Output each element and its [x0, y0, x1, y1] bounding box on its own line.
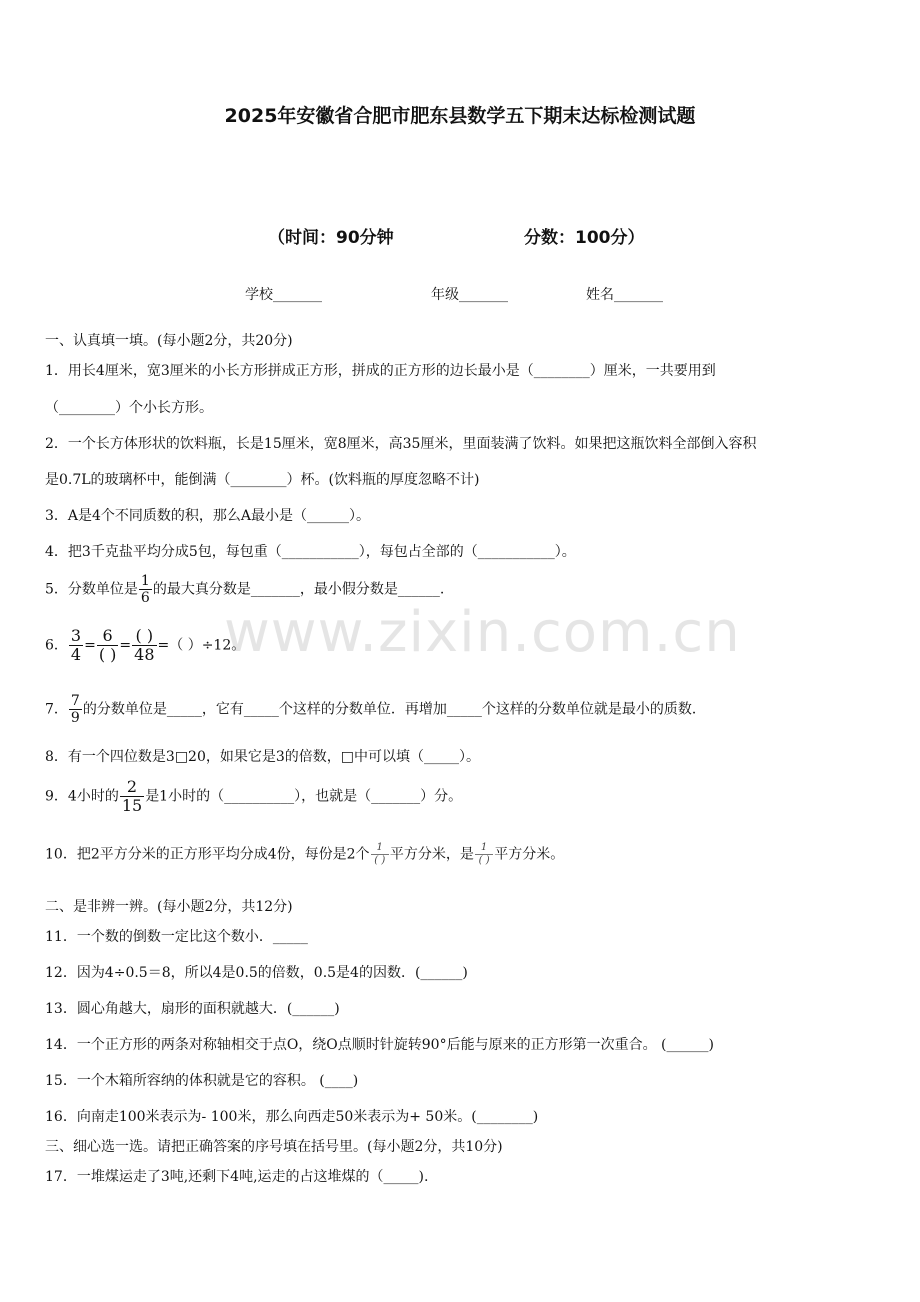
question-17: 17．一堆煤运走了3吨,还剩下4吨,运走的占这堆煤的（_____). [45, 1169, 429, 1185]
question-5-prefix: 5．分数单位是 [45, 581, 138, 598]
exam-score: 分数：100分） [524, 228, 645, 248]
question-5 [45, 574, 444, 605]
question-6-prefix: 6． [45, 637, 68, 654]
question-1-line-1: 1．用长4厘米，宽3厘米的小长方形拼成正方形，拼成的正方形的边长最小是（________）厘米，一共要用到 [45, 363, 716, 379]
fraction-numerator: 3 [70, 626, 82, 645]
equals-sign: = [84, 637, 96, 654]
question-10-suffix: 平方分米。 [494, 846, 565, 863]
fraction-numerator: 1 [371, 843, 389, 855]
fraction-numerator: 1 [140, 573, 150, 589]
name-field: 姓名_______ [586, 287, 663, 303]
question-6 [45, 628, 245, 663]
fraction-denominator: ( ) [98, 645, 117, 664]
fraction-numerator: 7 [70, 693, 80, 709]
equals-sign: = [119, 637, 132, 654]
question-15: 15．一个木箱所容纳的体积就是它的容积。 (____) [45, 1073, 359, 1089]
question-10-prefix: 10．把2平方分米的正方形平均分成4份，每份是2个 [45, 846, 370, 863]
school-field: 学校_______ [245, 287, 322, 303]
question-7-prefix: 7． [45, 701, 68, 718]
question-9-prefix: 9．4小时的 [45, 788, 119, 805]
fraction-denominator: ( ) [374, 855, 386, 866]
document-title: 2025年安徽省合肥市肥东县数学五下期末达标检测试题 [224, 105, 696, 127]
question-3: 3．A是4个不同质数的积，那么A最小是（______）。 [45, 508, 371, 524]
question-11: 11．一个数的倒数一定比这个数小．_____ [45, 929, 308, 945]
question-13: 13．圆心角越大，扇形的面积就越大．(______) [45, 1001, 340, 1017]
fraction [97, 628, 119, 663]
watermark: www.zixin.com.cn [224, 600, 741, 665]
question-10 [45, 843, 564, 866]
question-6-suffix: =（ ）÷12。 [157, 637, 246, 654]
fraction-denominator: 6 [140, 590, 150, 606]
grade-field: 年级_______ [431, 287, 508, 303]
fraction [475, 843, 493, 866]
question-16: 16．向南走100米表示为- 100米，那么向西走50米表示为+ 50米。(________) [45, 1109, 539, 1125]
fraction-denominator: 48 [134, 645, 155, 664]
question-2-line-2: 是0.7L的玻璃杯中，能倒满（________）杯。(饮料瓶的厚度忽略不计) [45, 472, 480, 488]
fraction [69, 694, 82, 725]
question-2-line-1: 2．一个长方体形状的饮料瓶，长是15厘米，宽8厘米，高35厘米，里面装满了饮料。如果把这瓶饮料全部倒入容积 [45, 436, 757, 452]
fraction-numerator: 6 [97, 628, 119, 646]
question-1-line-2: （________）个小长方形。 [45, 400, 213, 416]
question-12: 12．因为4÷0.5＝8，所以4是0.5的倍数，0.5是4的因数．(______) [45, 965, 468, 981]
fraction-numerator: 1 [475, 843, 493, 855]
section-heading-3: 三、细心选一选。请把正确答案的序号填在括号里。(每小题2分，共10分) [45, 1139, 503, 1155]
fraction [132, 628, 156, 663]
question-7-suffix: 的分数单位是_____，它有_____个这样的分数单位．再增加_____个这样的分数单位就是最小的质数． [82, 701, 706, 718]
fraction [139, 574, 152, 605]
fraction-numerator: 2 [120, 779, 144, 797]
question-4: 4．把3千克盐平均分成5包，每包重（___________），每包占全部的（___________）。 [45, 544, 576, 560]
fraction-numerator: ( ) [132, 628, 156, 646]
fraction [371, 843, 389, 866]
question-5-suffix: 的最大真分数是_______，最小假分数是______. [152, 581, 445, 598]
question-7 [45, 694, 706, 725]
question-9 [45, 779, 462, 814]
section-heading-1: 一、认真填一填。(每小题2分，共20分) [45, 333, 293, 349]
question-10-middle: 平方分米，是 [389, 846, 474, 863]
question-14: 14．一个正方形的两条对称轴相交于点O，绕O点顺时针旋转90°后能与原来的正方形第一次重合。 (______) [45, 1037, 714, 1053]
fraction-denominator: 9 [70, 710, 80, 726]
question-9-suffix: 是1小时的（__________），也就是（_______）分。 [145, 788, 463, 805]
fraction-denominator: ( ) [478, 855, 490, 866]
question-8: 8．有一个四位数是3□20，如果它是3的倍数，□中可以填（_____）。 [45, 749, 480, 765]
fraction-denominator: 4 [70, 645, 82, 664]
section-heading-2: 二、是非辨一辨。(每小题2分，共12分) [45, 899, 293, 915]
exam-time: （时间：90分钟 [268, 228, 394, 248]
fraction-denominator: 15 [121, 796, 143, 815]
fraction [69, 628, 83, 663]
fraction [120, 779, 144, 814]
